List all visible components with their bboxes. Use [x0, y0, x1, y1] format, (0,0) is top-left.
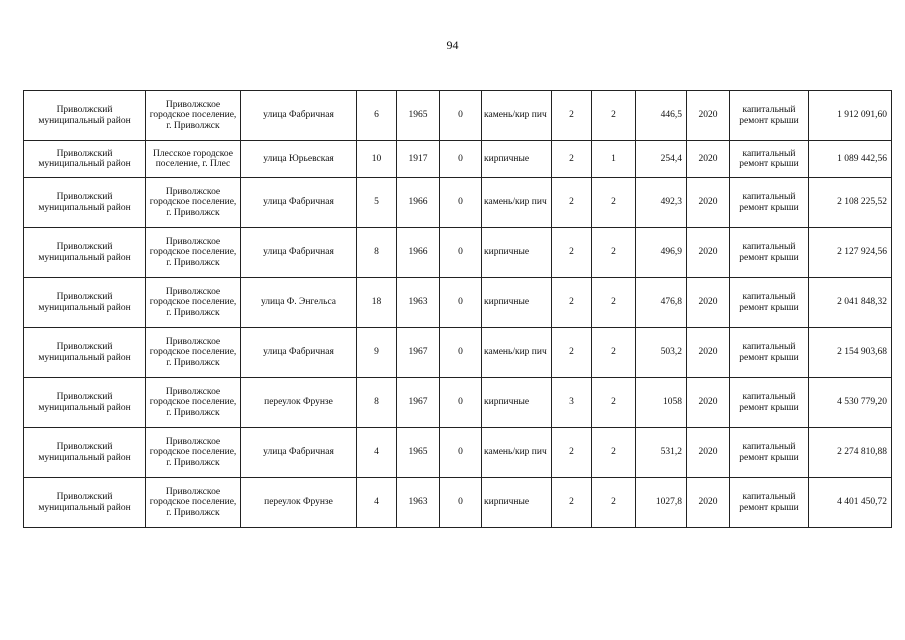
district-cell: Приволжский муниципальный район [24, 278, 146, 328]
work-type-cell: капитальный ремонт крыши [730, 428, 809, 478]
work-type-cell: капитальный ремонт крыши [730, 141, 809, 178]
area-cell: 1058 [636, 378, 687, 428]
wall-material-cell: камень/кир пич [482, 328, 552, 378]
floors-cell: 2 [552, 328, 592, 378]
year-built-cell: 1965 [397, 91, 440, 141]
house-number-cell: 8 [357, 228, 397, 278]
entrances-cell: 2 [592, 378, 636, 428]
street-cell: улица Фабричная [241, 91, 357, 141]
district-cell: Приволжский муниципальный район [24, 141, 146, 178]
cost-cell: 4 401 450,72 [809, 478, 892, 528]
house-number-cell: 8 [357, 378, 397, 428]
entrances-cell: 2 [592, 328, 636, 378]
page-number: 94 [446, 38, 459, 52]
settlement-cell: Приволжское городское поселение, г. Приволжск [146, 228, 241, 278]
work-type-cell: капитальный ремонт крыши [730, 378, 809, 428]
entrances-cell: 2 [592, 478, 636, 528]
street-cell: улица Юрьевская [241, 141, 357, 178]
floors-cell: 2 [552, 141, 592, 178]
plan-year-cell: 2020 [687, 91, 730, 141]
wall-material-cell: камень/кир пич [482, 178, 552, 228]
district-cell: Приволжский муниципальный район [24, 228, 146, 278]
table-row [24, 478, 892, 528]
settlement-cell: Приволжское городское поселение, г. Приволжск [146, 178, 241, 228]
wall-material-cell: кирпичные [482, 141, 552, 178]
year-built-cell: 1963 [397, 478, 440, 528]
wall-material-cell: кирпичные [482, 378, 552, 428]
floors-cell: 2 [552, 228, 592, 278]
cost-cell: 2 041 848,32 [809, 278, 892, 328]
settlement-cell: Приволжское городское поселение, г. Приволжск [146, 91, 241, 141]
plan-year-cell: 2020 [687, 141, 730, 178]
table-row [24, 378, 892, 428]
entrances-cell: 2 [592, 278, 636, 328]
year-built-cell: 1965 [397, 428, 440, 478]
floors-cell: 2 [552, 178, 592, 228]
year-built-cell: 1966 [397, 178, 440, 228]
wall-material-cell: камень/кир пич [482, 428, 552, 478]
house-number-cell: 5 [357, 178, 397, 228]
plan-year-cell: 2020 [687, 378, 730, 428]
table-row [24, 428, 892, 478]
area-cell: 496,9 [636, 228, 687, 278]
year-built-cell: 1963 [397, 278, 440, 328]
cost-cell: 2 154 903,68 [809, 328, 892, 378]
floors-cell: 2 [552, 428, 592, 478]
cost-cell: 4 530 779,20 [809, 378, 892, 428]
street-cell: переулок Фрунзе [241, 378, 357, 428]
area-cell: 446,5 [636, 91, 687, 141]
value-cell: 0 [440, 478, 482, 528]
house-number-cell: 10 [357, 141, 397, 178]
entrances-cell: 2 [592, 428, 636, 478]
settlement-cell: Приволжское городское поселение, г. Приволжск [146, 278, 241, 328]
area-cell: 1027,8 [636, 478, 687, 528]
district-cell: Приволжский муниципальный район [24, 378, 146, 428]
floors-cell: 2 [552, 91, 592, 141]
settlement-cell: Плесское городское поселение, г. Плес [146, 141, 241, 178]
housing-repair-table [23, 90, 892, 528]
work-type-cell: капитальный ремонт крыши [730, 278, 809, 328]
cost-cell: 2 108 225,52 [809, 178, 892, 228]
plan-year-cell: 2020 [687, 478, 730, 528]
house-number-cell: 6 [357, 91, 397, 141]
table-row [24, 328, 892, 378]
value-cell: 0 [440, 378, 482, 428]
street-cell: улица Фабричная [241, 428, 357, 478]
work-type-cell: капитальный ремонт крыши [730, 228, 809, 278]
house-number-cell: 4 [357, 428, 397, 478]
street-cell: улица Фабричная [241, 178, 357, 228]
work-type-cell: капитальный ремонт крыши [730, 328, 809, 378]
value-cell: 0 [440, 278, 482, 328]
floors-cell: 2 [552, 278, 592, 328]
house-number-cell: 9 [357, 328, 397, 378]
work-type-cell: капитальный ремонт крыши [730, 178, 809, 228]
street-cell: переулок Фрунзе [241, 478, 357, 528]
entrances-cell: 2 [592, 178, 636, 228]
table-row [24, 178, 892, 228]
area-cell: 476,8 [636, 278, 687, 328]
year-built-cell: 1917 [397, 141, 440, 178]
table-row [24, 141, 892, 178]
plan-year-cell: 2020 [687, 228, 730, 278]
year-built-cell: 1966 [397, 228, 440, 278]
floors-cell: 3 [552, 378, 592, 428]
value-cell: 0 [440, 328, 482, 378]
district-cell: Приволжский муниципальный район [24, 478, 146, 528]
plan-year-cell: 2020 [687, 428, 730, 478]
entrances-cell: 2 [592, 91, 636, 141]
table-row [24, 91, 892, 141]
district-cell: Приволжский муниципальный район [24, 91, 146, 141]
street-cell: улица Фабричная [241, 328, 357, 378]
value-cell: 0 [440, 228, 482, 278]
area-cell: 492,3 [636, 178, 687, 228]
table-row [24, 278, 892, 328]
wall-material-cell: камень/кир пич [482, 91, 552, 141]
value-cell: 0 [440, 91, 482, 141]
wall-material-cell: кирпичные [482, 478, 552, 528]
cost-cell: 1 912 091,60 [809, 91, 892, 141]
entrances-cell: 2 [592, 228, 636, 278]
plan-year-cell: 2020 [687, 328, 730, 378]
district-cell: Приволжский муниципальный район [24, 178, 146, 228]
area-cell: 254,4 [636, 141, 687, 178]
settlement-cell: Приволжское городское поселение, г. Приволжск [146, 428, 241, 478]
house-number-cell: 18 [357, 278, 397, 328]
district-cell: Приволжский муниципальный район [24, 428, 146, 478]
plan-year-cell: 2020 [687, 178, 730, 228]
street-cell: улица Фабричная [241, 228, 357, 278]
year-built-cell: 1967 [397, 378, 440, 428]
work-type-cell: капитальный ремонт крыши [730, 478, 809, 528]
value-cell: 0 [440, 178, 482, 228]
cost-cell: 2 127 924,56 [809, 228, 892, 278]
settlement-cell: Приволжское городское поселение, г. Приволжск [146, 478, 241, 528]
value-cell: 0 [440, 428, 482, 478]
value-cell: 0 [440, 141, 482, 178]
house-number-cell: 4 [357, 478, 397, 528]
table-row [24, 228, 892, 278]
year-built-cell: 1967 [397, 328, 440, 378]
district-cell: Приволжский муниципальный район [24, 328, 146, 378]
area-cell: 503,2 [636, 328, 687, 378]
work-type-cell: капитальный ремонт крыши [730, 91, 809, 141]
settlement-cell: Приволжское городское поселение, г. Приволжск [146, 328, 241, 378]
settlement-cell: Приволжское городское поселение, г. Приволжск [146, 378, 241, 428]
entrances-cell: 1 [592, 141, 636, 178]
cost-cell: 2 274 810,88 [809, 428, 892, 478]
floors-cell: 2 [552, 478, 592, 528]
wall-material-cell: кирпичные [482, 278, 552, 328]
area-cell: 531,2 [636, 428, 687, 478]
street-cell: улица Ф. Энгельса [241, 278, 357, 328]
wall-material-cell: кирпичные [482, 228, 552, 278]
cost-cell: 1 089 442,56 [809, 141, 892, 178]
plan-year-cell: 2020 [687, 278, 730, 328]
